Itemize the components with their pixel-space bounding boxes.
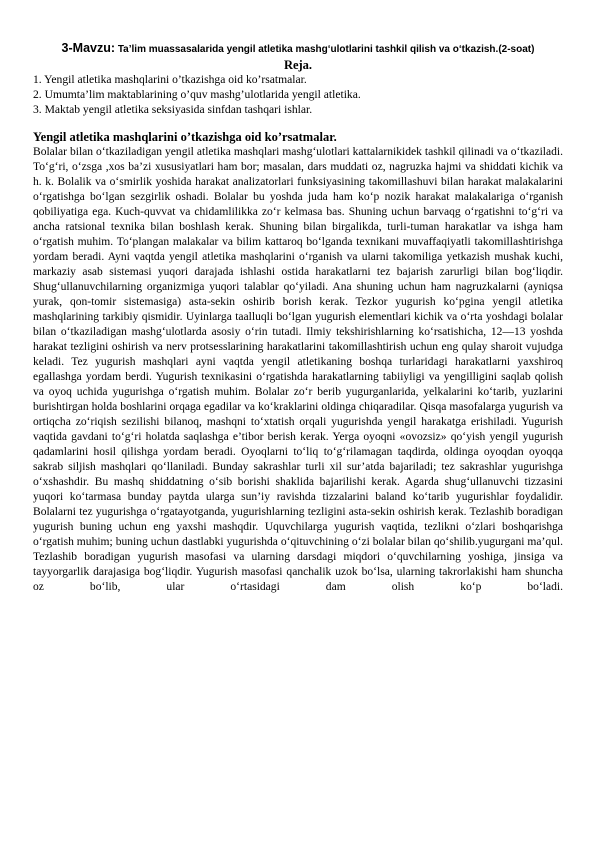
section-heading: Yengil atletika mashqlarini o’tkazishga oid ko’rsatmalar. xyxy=(33,129,337,144)
body-paragraph: Bolalar bilan o‘tkaziladigan yengil atletika mashqlari mashg‘ulotlari kattalarnikidek tashkil qilinadi va o‘tkaziladi. To‘g‘ri, o‘zsga ,xos ba’zi xususiyatlari ham bor; masalan, dars muddati oz, nagruzka hajmi va shiddati kichik va h. k. Bolalik va o‘smirlik yoshida harakat analizatorlari funksiyasining takomillashuvi bilan harakat malakalarini o‘rgatishga bo‘lgan sezgirlik oshadi. Bolalar bu yoshda juda ham ko‘p nozik harakat malakalariga o‘rganish qobiliyatiga ega. Kuch-quvvat va chidamlilikka zo‘r kelmasa bas. Shuning uchun barvaqg o‘rgatishni to‘g‘ri va ancha ratsional texnika bilan boshlash kerak. Shuning bilan birgalikda, turli-tuman harakatlar va ishga ham o‘rgatish muhim. To‘plangan malakalar va bilim kattaroq bo‘lganda texnikani muvaffaqiyatli takomillashtirishga yordam beradi. Ayni vaqtda yengil atletika mashqlarini o‘rganish va ularni takomiliga yetkazish mushak kuchi, markaziy asab sistemasi yuqori darajada ishlashi ostida harakatlarni tez bajarish zarurligi bilan bog‘liqdir. Shug‘ullanuvchilarning organizmiga yuqori talablar qo‘yiladi. Ana shuning uchun ham nagruzkalarni (ayniqsa yurak, qon-tomir sistemasiga) asta-sekin oshirib borish kerak. Tezkor yugurish ko‘pgina yengil atletika mashqlarining tarkibiy qismidir. Uyinlarga taalluqli bo‘lgan yugurish elementlari kichik va o‘rta yoshdagi bolalar bilan o‘tkaziladigan mashg‘ulotlarda asosiy o‘rin tutadi. Ilmiy tekshirishlarning ko‘rsatishicha, 12—13 yoshda harakat tezligini oshirish va nerv protsesslarining harakatlarini takomillashtirish uchun eng qulay sharoit vujudga keladi. Tez yugurish mashqlari ayni vaqtda yengil atletikaning boshqa turlaridagi harakatlarni yaxshiroq egallashga yordam berdi. Yugurish texnikasini o‘rgatishda harakatlarning tabiiyligi va yengilligini saqlab qolish va oyoq uchida yugurishga o‘rgatish muhim. Bolalar zo‘r berib yugurganlarida, yelkalarini ko‘tarib, yuzlarini burishtirgan holda boshlarini orqaga egadilar va ko‘kraklarini oldinga chiqaradilar. Qisqa masofalarga yugurish va ortiqcha zo‘riqish sezilishi bilanoq, mashqni to‘xtatish orqali yugurishda yengil harakatga erishiladi. Yugurish vaqtida gavdani to‘g‘ri holatda saqlashga e’tibor berish kerak. Yerga oyoqni «ovozsiz» qo‘yish yengil yugurish qadamlarini hosil qilishga yordam beradi. Oyoqlarni to‘liq to‘g‘rilamagan taqdirda, oldinga oyoqdan oyoqqa sakrab siljish mashqlari qo‘llaniladi. Bunday sakrashlar turli xil sur’atda bajariladi; tez sakrashlar yugurishga o‘xshashdir. Bu mashq shiddatning o‘sib borishi shaklida bajarilishi kerak. Agarda shug‘ullanuvchi tizzasini yuqori ko‘tarmasa bunday paytda ularga sun’iy ravishda tizzalarini baland ko‘tarib yugurishlar foydalidir. Bolalarni tez yugurishga o‘rgatayotganda, yugurishlarning tezligini asta-sekin oshirish kerak. Tezlashib boradigan yugurish buning uchun eng yaxshi mashqdir. Uquvchilarga yugurish vaqtida, tezlikni o‘zlari boshqarishga o‘rgatish muhim; buning uchun dastlabki yugurishda o‘qituvchining o‘zi bolalar bilan qo‘shilib.yugurgani ma’qul. Tezlashib boradigan yugurish masofasi va ularning darsdagi miqdori o‘quvchilarning yoshiga, jinsiga va tayyorgarlik darajasiga bog‘liqdir. Yugurish masofasi qanchalik uzok bo‘lsa, ularning takrorlakishi ham shuncha oz bo‘lib, ular o‘rtasidagi dam olish ko‘p bo‘ladi. xyxy=(33,145,563,594)
plan-item: 3. Maktab yengil atletika seksiyasida sinfdan tashqari ishlar. xyxy=(33,102,313,116)
topic-title-text: Ta’lim muassasalarida yengil atletika mashg‘ulotlarini tashkil qilish va o‘tkazish.(2-soat) xyxy=(117,44,535,55)
topic-number: 3-Mavzu: xyxy=(61,41,116,55)
document-page xyxy=(33,41,563,595)
plan-heading: Reja. xyxy=(283,58,313,72)
topic-title xyxy=(33,41,563,57)
plan-item: 2. Umumta’lim maktablarining o’quv mashg’ulotlarida yengil atletika. xyxy=(33,87,361,101)
plan-item: 1. Yengil atletika mashqlarini o’tkazishga oid ko’rsatmalar. xyxy=(33,73,307,86)
plan-list xyxy=(33,73,563,118)
